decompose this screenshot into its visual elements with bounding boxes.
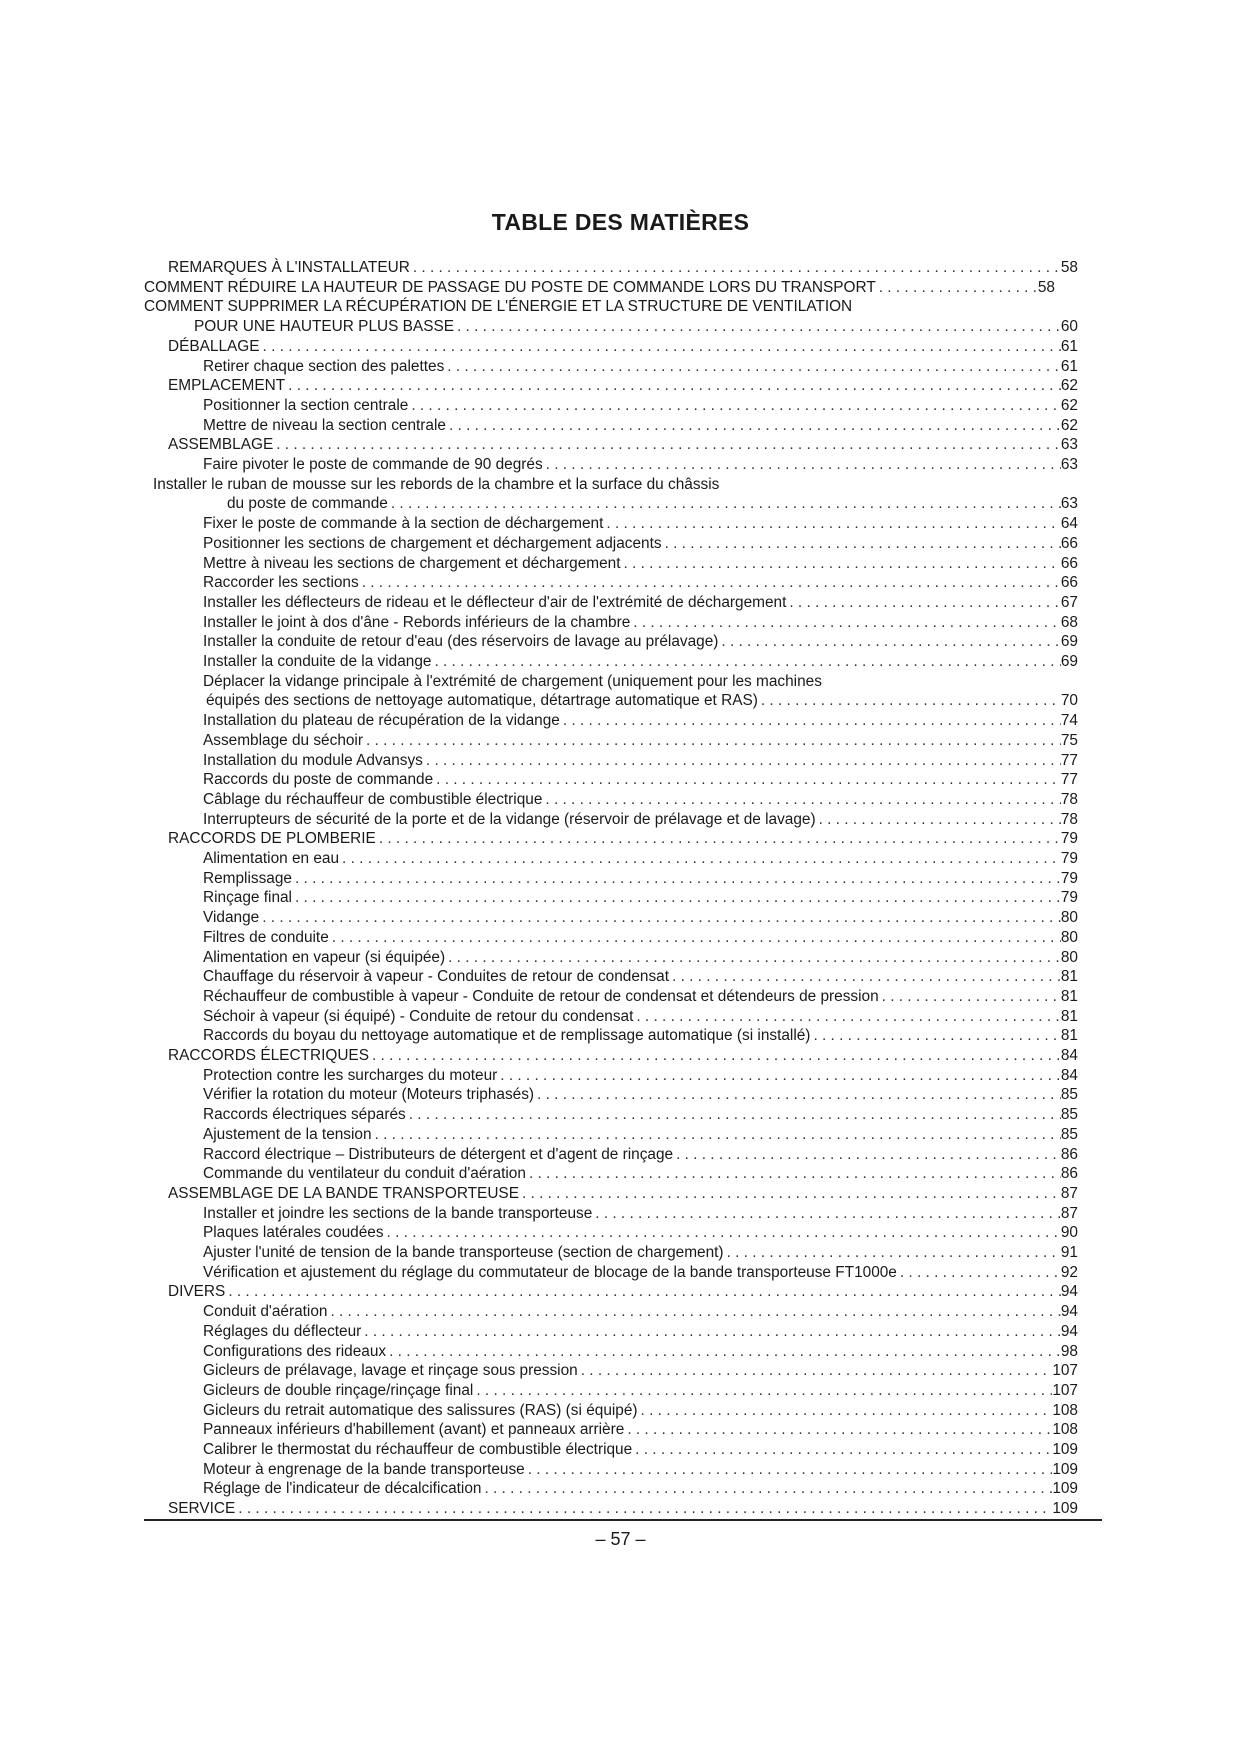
- toc-entry-page: 79: [1060, 889, 1078, 907]
- toc-entry-title: Assemblage du séchoir: [203, 731, 363, 749]
- dot-leader: [662, 534, 1061, 554]
- toc-entry-page: 107: [1052, 1362, 1078, 1380]
- toc-entry-title: Installation du module Advansys: [203, 751, 423, 769]
- toc-entry[interactable]: [203, 1440, 1078, 1460]
- dot-leader: [431, 652, 1060, 672]
- toc-entry[interactable]: [168, 1282, 1078, 1302]
- toc-entry[interactable]: [203, 1243, 1078, 1263]
- toc-entry[interactable]: [168, 435, 1078, 455]
- toc-entry-title: Commande du ventilateur du conduit d'aération: [203, 1165, 526, 1183]
- dot-leader: [624, 1420, 1052, 1440]
- toc-entry-title: Configurations des rideaux: [203, 1342, 387, 1360]
- toc-entry-title: DIVERS: [168, 1283, 226, 1301]
- toc-entry[interactable]: [227, 494, 1078, 514]
- dot-leader: [673, 1145, 1061, 1165]
- toc-entry-title: POUR UNE HAUTEUR PLUS BASSE: [194, 318, 454, 336]
- toc-entry-page: 92: [1060, 1263, 1078, 1281]
- toc-entry[interactable]: [203, 1125, 1078, 1145]
- toc-entry[interactable]: [203, 731, 1078, 751]
- toc-entry[interactable]: [144, 297, 1078, 317]
- toc-entry[interactable]: [168, 337, 1078, 357]
- toc-entry-title: Vérification et ajustement du réglage du commutateur de blocage de la bande transporteuse FT1000e: [203, 1263, 897, 1281]
- toc-entry-title: Séchoir à vapeur (si équipé) - Conduite de retour du condensat: [203, 1007, 634, 1025]
- toc-entry[interactable]: [203, 652, 1078, 672]
- toc-entry[interactable]: [194, 317, 1078, 337]
- toc-entry[interactable]: [203, 888, 1078, 908]
- toc-entry-page: 66: [1060, 574, 1078, 592]
- toc-entry-page: 81: [1060, 968, 1078, 986]
- toc-entry-title: Alimentation en eau: [203, 850, 340, 867]
- toc-entry-page: 69: [1060, 633, 1078, 651]
- dot-leader: [786, 593, 1061, 613]
- toc-entry[interactable]: [203, 514, 1078, 534]
- dot-leader: [578, 1361, 1053, 1381]
- dot-leader: [669, 967, 1061, 987]
- toc-entry-title: Ajustement de la tension: [203, 1125, 372, 1143]
- dot-leader: [816, 810, 1061, 830]
- footer-divider: [144, 1519, 1102, 1521]
- dot-leader: [603, 514, 1060, 534]
- toc-entry-title: Raccorder les sections: [203, 574, 359, 592]
- toc-entry-page: 85: [1060, 1086, 1078, 1104]
- toc-entry[interactable]: [203, 948, 1078, 968]
- toc-entry-title: Réglage de l'indicateur de décalcification: [203, 1480, 482, 1498]
- toc-entry[interactable]: [203, 849, 1078, 869]
- toc-entry-title: Calibrer le thermostat du réchauffeur de combustible électrique: [203, 1441, 633, 1458]
- toc-entry-page: 109: [1052, 1460, 1078, 1478]
- dot-leader: [363, 731, 1061, 751]
- toc-entry-title: Conduit d'aération: [203, 1303, 328, 1321]
- dot-leader: [630, 613, 1061, 633]
- dot-leader: [292, 869, 1061, 889]
- toc-entry-page: 80: [1060, 948, 1078, 966]
- toc-entry-page: 86: [1060, 1165, 1078, 1183]
- dot-leader: [454, 317, 1061, 337]
- toc-entry-page: 87: [1060, 1184, 1078, 1202]
- toc-entry-title: Mettre à niveau les sections de chargement et déchargement: [203, 554, 621, 572]
- dot-leader: [408, 396, 1061, 416]
- toc-entry-title: Fixer le poste de commande à la section de déchargement: [203, 515, 604, 533]
- toc-entry[interactable]: [203, 1204, 1078, 1224]
- toc-entry-page: 79: [1060, 850, 1078, 867]
- toc-entry[interactable]: [144, 278, 1055, 298]
- dot-leader: [433, 770, 1061, 790]
- dot-leader: [810, 1026, 1060, 1046]
- toc-entry-page: 109: [1052, 1480, 1078, 1498]
- page-title: TABLE DES MATIÈRES: [491, 209, 750, 235]
- toc-entry-page: 86: [1060, 1145, 1078, 1163]
- toc-entry-title: Gicleurs de prélavage, lavage et rinçage sous pression: [203, 1362, 578, 1380]
- dot-leader: [369, 1046, 1061, 1066]
- dot-leader: [285, 376, 1061, 396]
- toc-entry-title: Installer le ruban de mousse sur les rebords de la chambre et la surface du châssis: [153, 475, 720, 493]
- toc-entry[interactable]: [203, 534, 1078, 554]
- toc-entry[interactable]: [203, 1361, 1078, 1381]
- toc-entry-title: Vérifier la rotation du moteur (Moteurs triphasés): [203, 1086, 535, 1104]
- dot-leader: [560, 711, 1061, 731]
- toc-entry[interactable]: [203, 711, 1078, 731]
- toc-entry-page: 84: [1060, 1066, 1078, 1084]
- toc-entry[interactable]: [203, 1145, 1078, 1165]
- toc-entry-page: 91: [1060, 1244, 1078, 1261]
- toc-entry[interactable]: [168, 829, 1078, 849]
- toc-entry-title: Câblage du réchauffeur de combustible électrique: [203, 790, 543, 808]
- toc-entry[interactable]: [203, 1479, 1078, 1499]
- toc-entry-page: 87: [1060, 1204, 1078, 1222]
- toc-entry-page: 85: [1060, 1125, 1078, 1143]
- toc-entry[interactable]: [203, 1223, 1078, 1243]
- toc-entry-title: Positionner la section centrale: [203, 396, 409, 414]
- toc-entry-title: Installation du plateau de récupération de la vidange: [203, 712, 560, 730]
- toc-entry[interactable]: [168, 258, 1078, 278]
- dot-leader: [592, 1204, 1061, 1224]
- toc-entry[interactable]: [203, 1381, 1078, 1401]
- toc-entry-title: Raccords du boyau du nettoyage automatique et de remplissage automatique (si installé): [203, 1027, 811, 1045]
- toc-entry[interactable]: [203, 632, 1078, 652]
- toc-entry-page: 75: [1060, 731, 1078, 749]
- dot-leader: [876, 278, 1038, 298]
- toc-entry-title: Installer le joint à dos d'âne - Rebords inférieurs de la chambre: [203, 613, 631, 631]
- dot-leader: [384, 1223, 1061, 1243]
- toc-entry[interactable]: [203, 1007, 1078, 1027]
- toc-entry[interactable]: [203, 554, 1078, 574]
- dot-leader: [758, 691, 1061, 711]
- dot-leader: [473, 1381, 1052, 1401]
- dot-leader: [273, 435, 1061, 455]
- toc-entry-page: 108: [1052, 1401, 1078, 1419]
- toc-entry-page: 58: [1037, 278, 1055, 296]
- dot-leader: [376, 829, 1061, 849]
- toc-entry-page: 63: [1060, 495, 1078, 513]
- toc-entry[interactable]: [206, 691, 1078, 711]
- toc-entry-page: 62: [1060, 396, 1078, 414]
- dot-leader: [446, 416, 1061, 436]
- toc-entry[interactable]: [203, 613, 1078, 633]
- dot-leader: [621, 554, 1061, 574]
- dot-leader: [525, 1460, 1053, 1480]
- toc-entry-title: Faire pivoter le poste de commande de 90 degrés: [203, 456, 543, 473]
- toc-entry-page: 62: [1060, 377, 1078, 395]
- dot-leader: [633, 1007, 1061, 1027]
- toc-entry-page: 84: [1060, 1047, 1078, 1064]
- dot-leader: [632, 1440, 1052, 1460]
- dot-leader: [410, 258, 1061, 278]
- toc-entry[interactable]: [203, 770, 1078, 790]
- dot-leader: [259, 908, 1061, 928]
- toc-entry-title: RACCORDS DE PLOMBERIE: [168, 830, 376, 848]
- toc-entry-page: 61: [1060, 337, 1078, 355]
- toc-entry-page: 74: [1060, 712, 1078, 730]
- toc-entry[interactable]: [203, 1322, 1078, 1342]
- toc-entry-page: 78: [1060, 810, 1078, 828]
- toc-entry-page: 94: [1060, 1303, 1078, 1321]
- toc-entry[interactable]: [203, 416, 1078, 436]
- dot-leader: [638, 1401, 1053, 1421]
- toc-entry-title: Ajuster l'unité de tension de la bande transporteuse (section de chargement): [203, 1244, 724, 1261]
- dot-leader: [542, 790, 1060, 810]
- toc-entry-title: Réchauffeur de combustible à vapeur - Conduite de retour de condensat et détendeurs de pression: [203, 987, 879, 1005]
- dot-leader: [292, 888, 1061, 908]
- toc-entry-page: 70: [1060, 692, 1078, 710]
- toc-entry-title: Raccords du poste de commande: [203, 771, 434, 789]
- dot-leader: [526, 1164, 1061, 1184]
- toc-entry-page: 67: [1060, 593, 1078, 611]
- dot-leader: [718, 632, 1060, 652]
- dot-leader: [260, 337, 1061, 357]
- toc-entry-title: Installer et joindre les sections de la bande transporteuse: [203, 1204, 593, 1222]
- toc-entry[interactable]: [203, 455, 1078, 475]
- toc-entry-page: 66: [1060, 534, 1078, 552]
- dot-leader: [361, 1322, 1061, 1342]
- toc-entry[interactable]: [203, 1342, 1078, 1362]
- toc-entry[interactable]: [203, 869, 1078, 889]
- toc-entry-page: 94: [1060, 1322, 1078, 1340]
- toc-entry[interactable]: [203, 1401, 1078, 1421]
- toc-entry[interactable]: [203, 1263, 1078, 1283]
- toc-entry[interactable]: [203, 967, 1078, 987]
- toc-entry[interactable]: [203, 672, 1078, 692]
- toc-entry-title: Positionner les sections de chargement et déchargement adjacents: [203, 534, 662, 552]
- toc-entry-page: 60: [1060, 318, 1078, 336]
- toc-entry-title: Rinçage final: [203, 889, 292, 907]
- toc-entry[interactable]: [203, 593, 1078, 613]
- toc-entry[interactable]: [203, 573, 1078, 593]
- dot-leader: [724, 1243, 1061, 1263]
- toc-entry-title: Filtres de conduite: [203, 928, 329, 946]
- toc-entry-title: ASSEMBLAGE DE LA BANDE TRANSPORTEUSE: [168, 1184, 519, 1202]
- dot-leader: [444, 357, 1061, 377]
- toc-entry-title: ASSEMBLAGE: [168, 436, 274, 454]
- toc-entry-title: Gicleurs du retrait automatique des salissures (RAS) (si équipé): [203, 1401, 638, 1419]
- toc-entry-page: 64: [1060, 515, 1078, 533]
- toc-entry-page: 85: [1060, 1106, 1078, 1124]
- toc-entry-page: 61: [1060, 357, 1078, 375]
- toc-entry-page: 107: [1052, 1381, 1078, 1399]
- dot-leader: [423, 751, 1061, 771]
- dot-leader: [481, 1479, 1052, 1499]
- toc-entry-title: Mettre de niveau la section centrale: [203, 416, 446, 434]
- toc-entry[interactable]: [153, 475, 1078, 495]
- toc-entry[interactable]: [203, 928, 1078, 948]
- toc-entry[interactable]: [203, 357, 1078, 377]
- toc-entry[interactable]: [203, 810, 1078, 830]
- toc-entry-page: 77: [1060, 751, 1078, 769]
- toc-entry-page: 81: [1060, 1007, 1078, 1025]
- toc-entry-title: Moteur à engrenage de la bande transporteuse: [203, 1460, 525, 1478]
- toc-entry-title: REMARQUES À L'INSTALLATEUR: [168, 259, 410, 276]
- toc-entry-title: Installer la conduite de retour d'eau (des réservoirs de lavage au prélavage): [203, 633, 719, 651]
- toc-entry-title: Raccord électrique – Distributeurs de détergent et d'agent de rinçage: [203, 1145, 674, 1163]
- toc-entry-title: Protection contre les surcharges du moteur: [203, 1066, 498, 1084]
- dot-leader: [897, 1263, 1061, 1283]
- toc-entry-page: 66: [1060, 554, 1078, 572]
- toc-entry-page: 108: [1052, 1421, 1078, 1439]
- toc-entry-page: 109: [1052, 1441, 1078, 1458]
- toc-entry-title: Retirer chaque section des palettes: [203, 357, 445, 375]
- page-number: – 57 –: [595, 1529, 646, 1549]
- toc-entry[interactable]: [168, 1046, 1078, 1066]
- dot-leader: [519, 1184, 1061, 1204]
- toc-entry-page: 98: [1060, 1342, 1078, 1360]
- toc-entry-title: Vidange: [203, 909, 260, 927]
- toc-entry-page: 90: [1060, 1224, 1078, 1242]
- dot-leader: [543, 455, 1061, 475]
- toc-entry[interactable]: [203, 1420, 1078, 1440]
- toc-entry[interactable]: [168, 1499, 1078, 1519]
- toc-entry-page: 63: [1060, 436, 1078, 454]
- dot-leader: [359, 573, 1061, 593]
- toc-entry-page: 79: [1060, 830, 1078, 848]
- toc-entry-title: du poste de commande: [227, 495, 388, 513]
- toc-entry-title: Réglages du déflecteur: [203, 1322, 362, 1340]
- toc-entry-title: COMMENT SUPPRIMER LA RÉCUPÉRATION DE L'ÉNERGIE ET LA STRUCTURE DE VENTILATION: [144, 298, 853, 316]
- toc-entry[interactable]: [203, 1105, 1078, 1125]
- dot-leader: [235, 1499, 1052, 1519]
- toc-entry-title: Raccords électriques séparés: [203, 1106, 406, 1124]
- toc-entry-page: 58: [1060, 259, 1078, 276]
- toc-entry-title: COMMENT RÉDUIRE LA HAUTEUR DE PASSAGE DU POSTE DE COMMANDE LORS DU TRANSPORT: [144, 278, 876, 296]
- dot-leader: [225, 1282, 1061, 1302]
- toc-entry-page: 68: [1060, 613, 1078, 631]
- toc-entry-title: Gicleurs de double rinçage/rinçage final: [203, 1381, 474, 1399]
- toc-entry[interactable]: [203, 1460, 1078, 1480]
- toc-entry-page: 94: [1060, 1283, 1078, 1301]
- toc-entry-page: 109: [1052, 1500, 1078, 1518]
- dot-leader: [327, 1302, 1060, 1322]
- dot-leader: [497, 1066, 1061, 1086]
- toc-entry-page: 81: [1060, 1027, 1078, 1045]
- toc-entry-title: Installer la conduite de la vidange: [203, 653, 432, 670]
- toc-entry-title: Chauffage du réservoir à vapeur - Conduites de retour de condensat: [203, 968, 670, 986]
- toc-entry-title: RACCORDS ÉLECTRIQUES: [168, 1047, 369, 1064]
- toc-entry[interactable]: [203, 396, 1078, 416]
- toc-entry-title: Interrupteurs de sécurité de la porte et de la vidange (réservoir de prélavage et de lavage): [203, 810, 816, 828]
- toc-entry-title: Panneaux inférieurs d'habillement (avant) et panneaux arrière: [203, 1421, 625, 1439]
- toc-entry-page: 62: [1060, 416, 1078, 434]
- dot-leader: [339, 849, 1061, 869]
- toc-entry-title: EMPLACEMENT: [168, 377, 286, 395]
- toc-entry-page: 81: [1060, 987, 1078, 1005]
- toc-entry[interactable]: [168, 1184, 1078, 1204]
- toc-entry-page: 80: [1060, 909, 1078, 927]
- dot-leader: [445, 948, 1061, 968]
- toc-entry[interactable]: [203, 1164, 1078, 1184]
- dot-leader: [329, 928, 1061, 948]
- toc-entry-page: 80: [1060, 928, 1078, 946]
- toc-entry[interactable]: [203, 1066, 1078, 1086]
- toc-entry[interactable]: [203, 908, 1078, 928]
- dot-leader: [386, 1342, 1061, 1362]
- toc-entry[interactable]: [203, 1302, 1078, 1322]
- toc-entry-page: 77: [1060, 771, 1078, 789]
- dot-leader: [372, 1125, 1061, 1145]
- toc-entry-title: équipés des sections de nettoyage automatique, détartrage automatique et RAS): [206, 692, 758, 710]
- toc-entry[interactable]: [203, 1085, 1078, 1105]
- toc-entry[interactable]: [203, 1026, 1078, 1046]
- toc-entry[interactable]: [168, 376, 1078, 396]
- toc-entry-page: 79: [1060, 869, 1078, 887]
- toc-entry-page: 69: [1060, 653, 1078, 670]
- dot-leader: [388, 494, 1061, 514]
- toc-entry[interactable]: [203, 987, 1078, 1007]
- toc-entry[interactable]: [203, 790, 1078, 810]
- toc-entry-page: 78: [1060, 790, 1078, 808]
- dot-leader: [406, 1105, 1061, 1125]
- toc-entry-title: Déplacer la vidange principale à l'extrémité de chargement (uniquement pour les machines: [203, 672, 822, 690]
- toc-entry[interactable]: [203, 751, 1078, 771]
- dot-leader: [879, 987, 1061, 1007]
- toc-entry-page: 63: [1060, 456, 1078, 473]
- toc-entry-title: Alimentation en vapeur (si équipée): [203, 948, 446, 966]
- toc-entry-title: Remplissage: [203, 869, 292, 887]
- dot-leader: [534, 1085, 1061, 1105]
- toc-entry-title: DÉBALLAGE: [168, 337, 260, 355]
- toc-entry-title: SERVICE: [168, 1500, 236, 1518]
- toc-entry-title: Plaques latérales coudées: [203, 1224, 384, 1242]
- toc-entry-title: Installer les déflecteurs de rideau et le déflecteur d'air de l'extrémité de déchargement: [203, 593, 787, 611]
